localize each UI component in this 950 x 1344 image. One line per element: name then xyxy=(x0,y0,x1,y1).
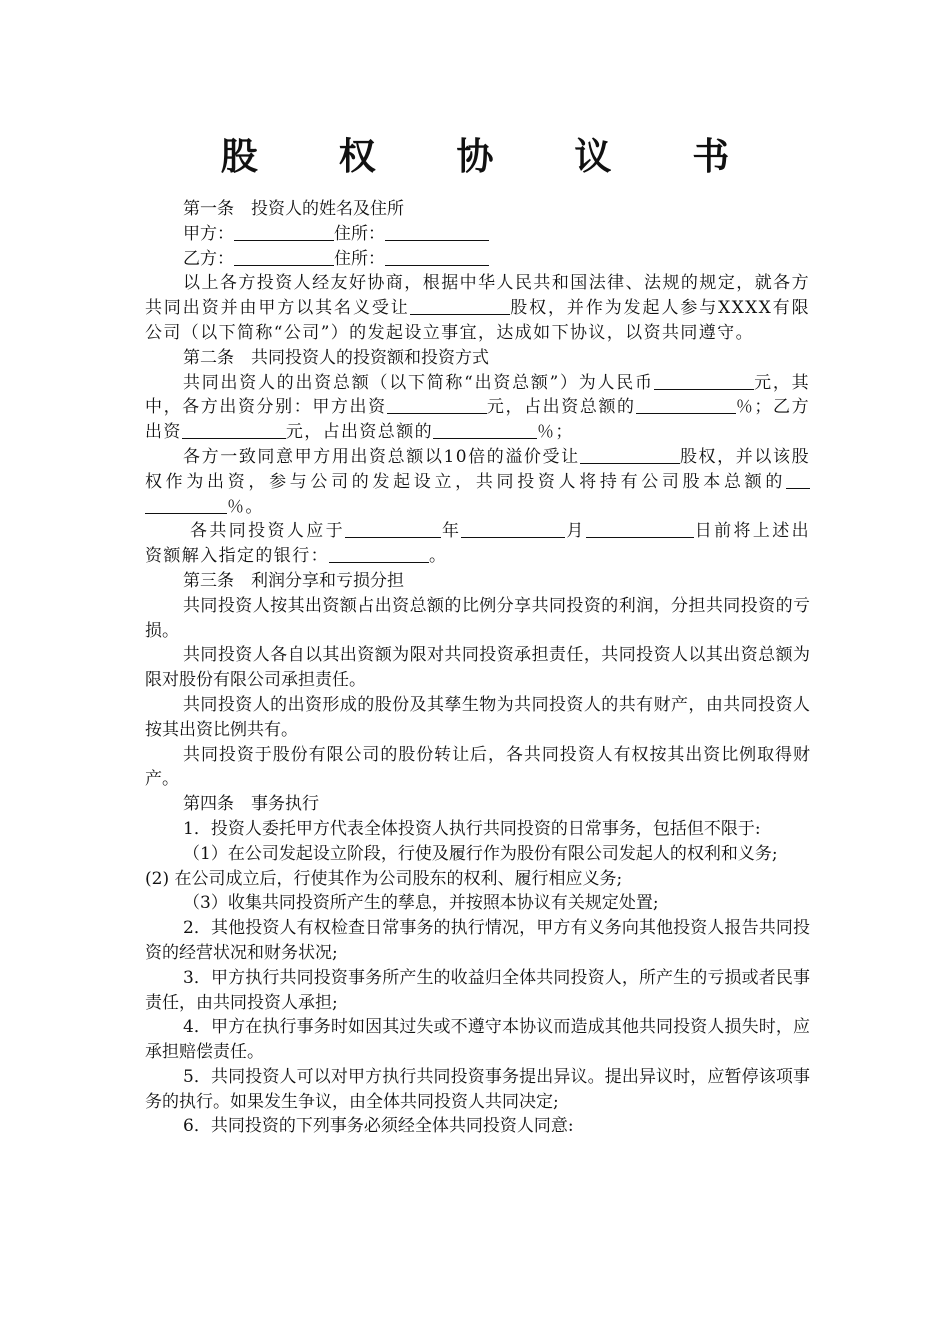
article-2-year-label: 年 xyxy=(441,521,462,542)
year-blank xyxy=(345,520,441,538)
article-2-text-h: 股权，并以该股权作为出资，参与公司的发起设立，共同投资人将持有公司股本总额的 xyxy=(145,446,810,492)
article-3-heading: 第三条 利润分享和亏损分担 xyxy=(183,570,404,591)
article-2-text-j: 各共同投资人应于 xyxy=(190,521,346,542)
share-percent-blank-a xyxy=(786,471,810,489)
article-4-item-4: 4．甲方在执行事务时如因其过失或不遵守本协议而造成其他共同投资人损失时，应承担赔偿责任。 xyxy=(145,1017,810,1063)
party-a-amount-blank xyxy=(387,396,487,414)
party-b-address-label: 住所： xyxy=(334,248,385,269)
transfer-equity-blank xyxy=(580,446,680,464)
party-b-name-blank xyxy=(234,248,334,266)
article-2-text-k: 日前将上述出资额解入指定的银行： xyxy=(145,521,810,567)
article-2-heading: 第二条 共同投资人的投资额和投资方式 xyxy=(183,347,489,368)
month-blank xyxy=(461,520,565,538)
article-4-item-1-3: （3）收集共同投资所产生的孳息，并按照本协议有关规定处置; xyxy=(183,893,659,914)
article-2-text-b: 元，其中，各方出资分别：甲方出资 xyxy=(145,372,811,418)
party-a-name-blank xyxy=(234,223,334,241)
bank-blank xyxy=(329,545,429,563)
article-2-text-a: 共同出资人的出资总额（以下简称“出资总额”）为人民币 xyxy=(183,372,654,393)
party-b-label: 乙方： xyxy=(183,248,234,269)
party-b-amount-blank xyxy=(182,421,286,439)
article-2-text-f: ％； xyxy=(537,422,574,443)
party-a-label: 甲方： xyxy=(183,223,234,244)
share-percent-blank-b xyxy=(145,496,227,514)
article-3-paragraph-4: 共同投资于股份有限公司的股份转让后，各共同投资人有权按其出资比例取得财产。 xyxy=(145,744,810,790)
article-3-paragraph-1: 共同投资人按其出资额占出资总额的比例分享共同投资的利润，分担共同投资的亏损。 xyxy=(145,595,810,641)
article-4-item-1-2: (2) 在公司成立后，行使其作为公司股东的权利、履行相应义务; xyxy=(145,868,623,889)
party-a-line xyxy=(145,222,810,247)
article-4-item-3: 3．甲方执行共同投资事务所产生的收益归全体共同投资人，所产生的亏损或者民事责任，由共同投资人承担; xyxy=(145,967,810,1013)
article-1-text-a: 以上各方投资人经友好协商，根据中华人民共和国法律、法规的规定，就各方共同出资并由甲方以其名义受让 xyxy=(145,273,810,319)
article-1-heading: 第一条 投资人的姓名及住所 xyxy=(183,199,404,219)
article-2-paragraph-3 xyxy=(145,519,810,569)
document-title: 股 权 协 议 书 xyxy=(220,135,764,178)
article-2-text-d: ％；乙方出资 xyxy=(145,397,811,443)
article-2-text-g: 各方一致同意甲方用出资总额以10倍的溢价受让 xyxy=(183,446,580,467)
article-1-text-b: 股权，并作为发起人参与XXXX有限公司（以下简称“公司”）的发起设立事宜，达成如下协议，以资共同遵守。 xyxy=(145,298,810,343)
day-blank xyxy=(586,520,694,538)
article-4-item-1-1: （1）在公司发起设立阶段，行使及履行作为股份有限公司发起人的权利和义务; xyxy=(183,843,778,864)
document-body xyxy=(145,197,810,1139)
total-amount-blank xyxy=(654,372,754,390)
article-2-month-label: 月 xyxy=(565,521,586,542)
party-b-percent-blank xyxy=(433,421,537,439)
article-2-text-c: 元，占出资总额的 xyxy=(486,397,636,418)
party-b-line xyxy=(145,247,810,272)
party-b-address-blank xyxy=(385,248,489,266)
article-1-paragraph xyxy=(145,271,810,345)
article-2-text-l: 。 xyxy=(429,546,448,567)
article-3-paragraph-2: 共同投资人各自以其出资额为限对共同投资承担责任，共同投资人以其出资总额为限对股份有限公司承担责任。 xyxy=(145,645,810,691)
article-2-text-e: 元，占出资总额的 xyxy=(285,422,434,443)
article-2-paragraph-2 xyxy=(145,445,810,519)
article-4-item-6: 6．共同投资的下列事务必须经全体共同投资人同意: xyxy=(183,1116,574,1137)
article-2-text-i: ％。 xyxy=(227,496,264,517)
article-4-item-5: 5．共同投资人可以对甲方执行共同投资事务提出异议。提出异议时，应暂停该项事务的执行。如果发生争议，由全体共同投资人共同决定; xyxy=(145,1066,810,1112)
party-a-percent-blank xyxy=(636,396,736,414)
party-a-address-blank xyxy=(385,223,489,241)
article-4-item-2: 2．其他投资人有权检查日常事务的执行情况，甲方有义务向其他投资人报告共同投资的经营状况和财务状况; xyxy=(145,918,810,963)
article-4-item-1: 1．投资人委托甲方代表全体投资人执行共同投资的日常事务，包括但不限于: xyxy=(183,818,761,839)
article-3-paragraph-3: 共同投资人的出资形成的股份及其孳生物为共同投资人的共有财产，由共同投资人按其出资比例共有。 xyxy=(145,694,810,740)
equity-name-blank xyxy=(410,297,510,315)
article-4-heading: 第四条 事务执行 xyxy=(183,794,319,815)
article-2-paragraph-1 xyxy=(145,371,810,445)
party-a-address-label: 住所： xyxy=(334,223,385,244)
